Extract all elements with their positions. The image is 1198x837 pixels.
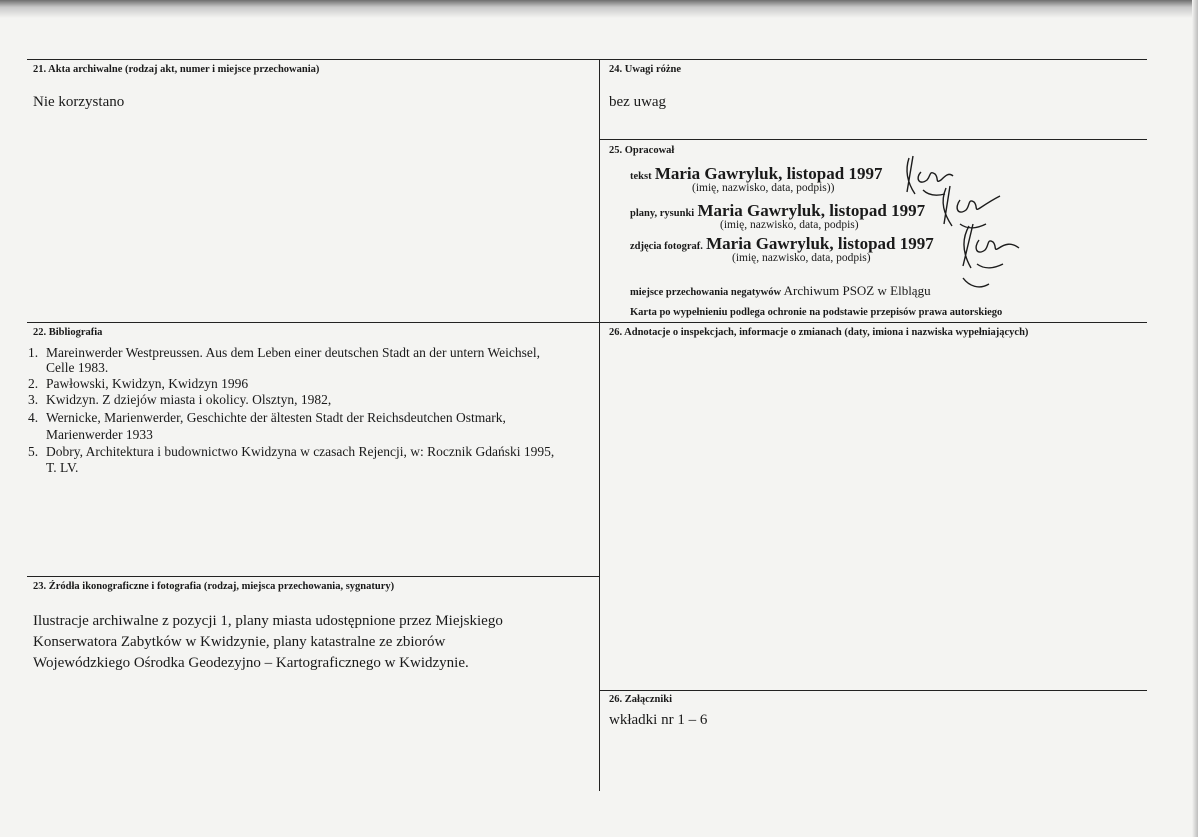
bibliography-text: Dobry, Architektura i budownictwo Kwidzyna w czasach Rejencji, w: Rocznik Gdański 1995, — [46, 444, 555, 459]
form-rule — [27, 59, 1147, 60]
section-25-heading: 25. Opracował — [609, 145, 675, 156]
bibliography-text: Mareinwerder Westpreussen. Aus dem Leben einer deutschen Stadt an der untern Weichsel, — [46, 345, 541, 360]
bibliography-text: T. LV. — [46, 460, 79, 475]
bibliography-number: 3. — [28, 392, 39, 407]
bibliography-number: 2. — [28, 376, 39, 391]
form-rule — [27, 576, 600, 577]
section-21-heading: 21. Akta archiwalne (rodzaj akt, numer i miejsce przechowania) — [33, 64, 320, 75]
author-name: Maria Gawryluk, listopad 1997 — [697, 201, 926, 220]
bibliography-item — [28, 410, 506, 426]
bibliography-text: Wernicke, Marienwerder, Geschichte der ältesten Stadt der Reichsdeutchen Ostmark, — [46, 410, 506, 425]
bibliography-text: Pawłowski, Kwidzyn, Kwidzyn 1996 — [46, 376, 249, 391]
scan-edge — [0, 0, 1198, 18]
copyright-note: Karta po wypełnieniu podlega ochronie na podstawie przepisów prawa autorskiego — [630, 307, 1003, 318]
author-row-label: plany, rysunki — [630, 208, 695, 219]
bibliography-text: Celle 1983. — [46, 360, 109, 375]
bibliography-text: Marienwerder 1933 — [46, 427, 153, 442]
bibliography-item — [28, 444, 554, 460]
author-hint: (imię, nazwisko, data, podpis) — [732, 252, 871, 264]
negatives-label: miejsce przechowania negatywów — [630, 287, 782, 298]
form-rule — [599, 690, 1147, 691]
form-rule — [599, 139, 1147, 140]
bibliography-number: 4. — [28, 410, 39, 425]
section-22-heading: 22. Bibliografia — [33, 327, 103, 338]
author-row-text — [630, 164, 882, 184]
bibliography-item — [28, 392, 331, 408]
handwritten-signature — [945, 218, 1025, 298]
section-24-heading: 24. Uwagi różne — [609, 64, 682, 75]
negatives-storage — [630, 283, 931, 299]
section-23-heading: 23. Źródła ikonograficzne i fotografia (rodzaj, miejsca przechowania, sygnatury) — [33, 581, 395, 592]
author-row-label: tekst — [630, 171, 652, 182]
bibliography-number: 1. — [28, 345, 39, 360]
form-divider — [599, 59, 600, 791]
author-name: Maria Gawryluk, listopad 1997 — [654, 164, 883, 183]
form-rule — [27, 322, 1147, 323]
negatives-value: Archiwum PSOZ w Elblągu — [783, 283, 931, 298]
author-hint: (imię, nazwisko, data, podpis) — [720, 219, 859, 231]
section-26-attachments-value: wkładki nr 1 – 6 — [609, 712, 708, 728]
scan-edge — [1192, 0, 1198, 837]
section-26-attachments-heading: 26. Załączniki — [609, 694, 673, 705]
section-23-line: Konserwatora Zabytków w Kwidzynie, plany katastralne ze zbiorów — [33, 634, 446, 650]
bibliography-item — [28, 376, 248, 392]
author-row-photos — [630, 234, 934, 254]
bibliography-text: Kwidzyn. Z dziejów miasta i okolicy. Olsztyn, 1982, — [46, 392, 332, 407]
author-name: Maria Gawryluk, listopad 1997 — [706, 234, 934, 253]
author-row-plans — [630, 201, 925, 221]
bibliography-item — [28, 345, 540, 361]
section-23-line: Wojewódzkiego Ośrodka Geodezyjno – Kartograficznego w Kwidzynie. — [33, 655, 469, 671]
section-24-value: bez uwag — [609, 94, 667, 110]
section-23-line: Ilustracje archiwalne z pozycji 1, plany miasta udostępnione przez Miejskiego — [33, 613, 503, 629]
section-26-annotations-heading: 26. Adnotacje o inspekcjach, informacje o zmianach (daty, imiona i nazwiska wypełniających) — [609, 327, 1029, 338]
author-hint: (imię, nazwisko, data, podpis)) — [692, 182, 835, 194]
author-row-label: zdjęcia fotograf. — [630, 241, 703, 252]
bibliography-number: 5. — [28, 444, 39, 459]
section-21-value: Nie korzystano — [33, 94, 125, 110]
